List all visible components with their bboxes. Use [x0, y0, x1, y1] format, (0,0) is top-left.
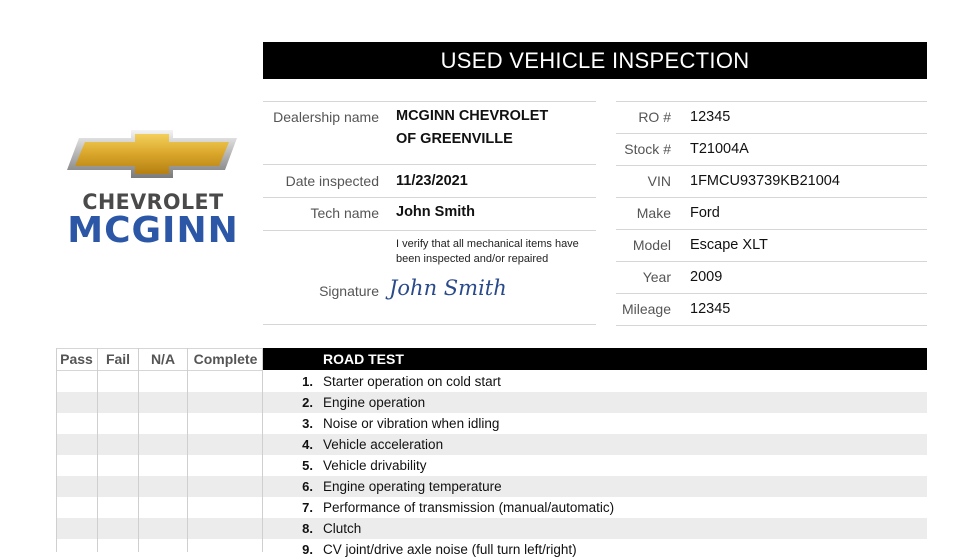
na-header: N/A [150, 351, 176, 367]
dealership-name-line1: MCGINN CHEVROLET [396, 108, 549, 124]
chevrolet-bowtie-icon [65, 126, 239, 182]
divider [616, 261, 927, 262]
vehicle-field-value: 2009 [690, 269, 723, 285]
divider [263, 324, 596, 325]
item-number: 8. [302, 521, 313, 536]
column-divider [262, 348, 263, 552]
divider [263, 164, 596, 165]
vehicle-field-value: 12345 [690, 109, 731, 125]
road-test-header [263, 348, 927, 370]
date-inspected-value: 11/23/2021 [396, 173, 468, 189]
page-title: USED VEHICLE INSPECTION [263, 42, 927, 79]
vehicle-field-label: Model [632, 237, 671, 253]
logo-mcginn-text: MCGINN [67, 210, 239, 251]
vehicle-field-value: Escape XLT [690, 237, 768, 253]
item-description: CV joint/drive axle noise (full turn left/right) [323, 542, 577, 557]
signature: John Smith [389, 276, 507, 300]
vehicle-field-label: RO # [638, 109, 671, 125]
item-number: 4. [302, 437, 313, 452]
divider [616, 165, 927, 166]
vehicle-field-label: Year [642, 269, 671, 285]
divider [263, 230, 596, 231]
tech-name-label: Tech name [310, 205, 379, 221]
complete-header: Complete [193, 351, 258, 367]
item-number: 2. [302, 395, 313, 410]
vehicle-field-label: VIN [647, 173, 671, 189]
divider [616, 325, 927, 326]
divider [616, 197, 927, 198]
column-divider [56, 348, 57, 552]
divider [263, 101, 596, 102]
logo-chevrolet-text: CHEVROLET [82, 190, 224, 214]
road-test-title: ROAD TEST [323, 351, 404, 367]
vehicle-field-label: Stock # [624, 141, 671, 157]
item-description: Vehicle acceleration [323, 437, 444, 452]
fail-header: Fail [105, 351, 131, 367]
item-description: Clutch [323, 521, 362, 536]
column-divider [138, 348, 139, 552]
item-number: 5. [302, 458, 313, 473]
vehicle-field-value: 1FMCU93739KB21004 [690, 173, 840, 189]
item-number: 6. [302, 479, 313, 494]
vehicle-field-label: Mileage [621, 301, 671, 317]
divider [616, 293, 927, 294]
item-description: Engine operating temperature [323, 479, 502, 494]
item-number: 3. [302, 416, 313, 431]
vehicle-field-label: Make [636, 205, 671, 221]
vehicle-field-value: T21004A [690, 141, 749, 157]
item-number: 9. [302, 542, 313, 557]
signature-label: Signature [319, 283, 379, 299]
item-number: 1. [302, 374, 313, 389]
pass-header: Pass [60, 351, 93, 367]
column-divider [97, 348, 98, 552]
item-description: Noise or vibration when idling [323, 416, 500, 431]
divider [616, 101, 927, 102]
vehicle-field-value: 12345 [690, 301, 731, 317]
vehicle-field-value: Ford [690, 205, 720, 221]
tech-name-value: John Smith [396, 204, 475, 220]
item-description: Vehicle drivability [323, 458, 427, 473]
dealership-name-line2: OF GREENVILLE [396, 131, 513, 147]
dealership-label: Dealership name [273, 109, 379, 125]
verification-statement: I verify that all mechanical items have been inspected and/or repaired [396, 238, 579, 265]
item-description: Starter operation on cold start [323, 374, 501, 389]
item-number: 7. [302, 500, 313, 515]
item-description: Performance of transmission (manual/automatic) [323, 500, 615, 515]
divider [616, 229, 927, 230]
divider [263, 197, 596, 198]
column-divider [187, 348, 188, 552]
divider [616, 133, 927, 134]
date-inspected-label: Date inspected [285, 173, 379, 189]
item-description: Engine operation [323, 395, 426, 410]
